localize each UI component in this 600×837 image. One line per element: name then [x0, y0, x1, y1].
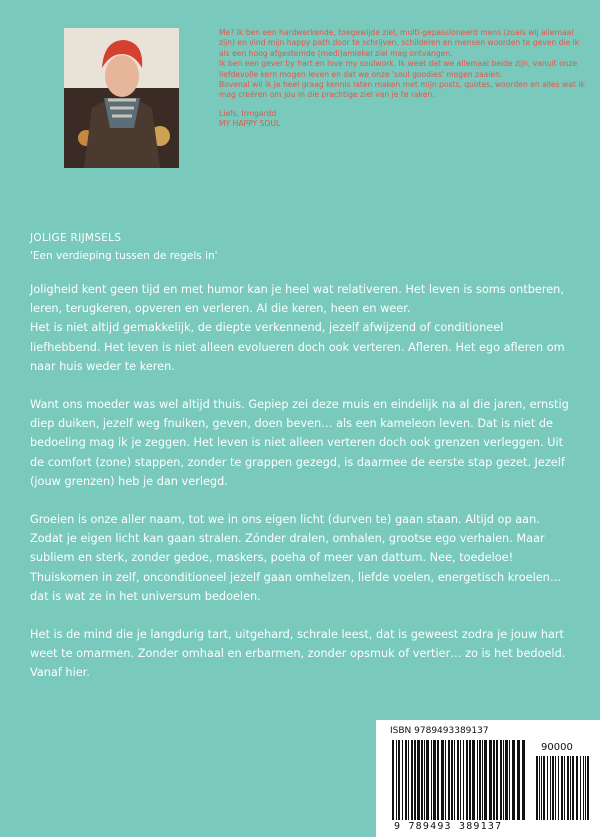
body-paragraph: Het is de mind die je langdurig tart, uitgehard, schrale leest, dat is geweest zodra je jouw hart weet te omarmen. Zonder omhaal en erbarmen, zonder opsmuk of vertier… zo is het bedoeld. Vanaf hier.	[30, 628, 566, 680]
barcode-bars	[376, 720, 600, 837]
body-paragraph: Groeien is onze aller naam, tot we in ons eigen licht (durven te) gaan staan. Altijd op aan. Zodat je eigen licht kan gaan stralen. Zónder dralen, omhalen, grootse ego verhalen. Maar subliem en sterk, zonder gedoe, maskers, poeha of meer van dattum. Nee, toedeloe! Thuiskomen in zelf, onconditioneel jezelf gaan omhelzen, liefde voelen, energetisch kroelen… dat is wat ze in het universum bedoelen.	[30, 513, 562, 603]
barcode-digits: 9 789493 389137	[394, 821, 503, 832]
price-code: 90000	[541, 742, 573, 753]
body-paragraph: Want ons moeder was wel altijd thuis. Gepiep zei deze muis en eindelijk na al die jaren, ernstig diep duiken, jezelf weg fnuiken, geven, doen beven… als een kameleon leven. Dat is niet de bedoeling mag ik je zeggen. Het leven is niet alleen verteren doch ook grenzen verleggen. Uit de comfort (zone) stappen, zonder te grappen gezegd, is daarmee de eerste stap gezet. Jezelf (jouw grenzen) heb je dan verlegd.	[30, 398, 569, 488]
author-bio	[219, 28, 587, 130]
bio-signature: MY HAPPY SOUL	[219, 119, 281, 129]
bio-paragraph: Ik ben een gever by hart en love my soulwork. Ik weet dat we allemaal beide zijn, vanuit onze liefdevolle kern mogen leven en dat we onze 'soul goodies' mogen zaaien.	[219, 59, 578, 79]
book-subtitle: 'Een verdieping tussen de regels in'	[30, 250, 218, 262]
book-title: JOLIGE RIJMSELS	[30, 232, 122, 244]
bio-paragraph: Me? Ik ben een hardwerkende, toegewijde ziel, multi-gepassioneerd mens (zoals wij allemaal zijn) en vind mijn happy path door te schrijven, schilderen en mensen woorden te geven die ik als een hoog afgestemde (medi)amiekel ziel mag ontvangen.	[219, 28, 580, 58]
back-cover-text	[30, 280, 576, 702]
author-photo	[64, 28, 179, 168]
isbn-label: ISBN 9789493389137	[390, 726, 489, 736]
bio-paragraph: Bovenal wil ik je heel graag kennis laten maken met mijn posts, quotes, woorden en alles wat ik mag creëren om jou in die prachtige ziel van je te raken.	[219, 80, 585, 100]
bio-sign-off: Liefs, Irmgardd	[219, 108, 277, 118]
body-paragraph: Joligheid kent geen tijd en met humor kan je heel wat relativeren. Het leven is soms ontberen, leren, terugkeren, opveren en verleren. Al die keren, heen en weer. Het is niet altijd gemakkelijk, de diepte verkennend, jezelf afwijzend of conditioneel liefhebbend. Het leven is niet alleen evolueren doch ook verteren. Afleren. Het ego afleren om naar huis weder te keren.	[30, 283, 565, 373]
isbn-barcode	[376, 720, 600, 837]
